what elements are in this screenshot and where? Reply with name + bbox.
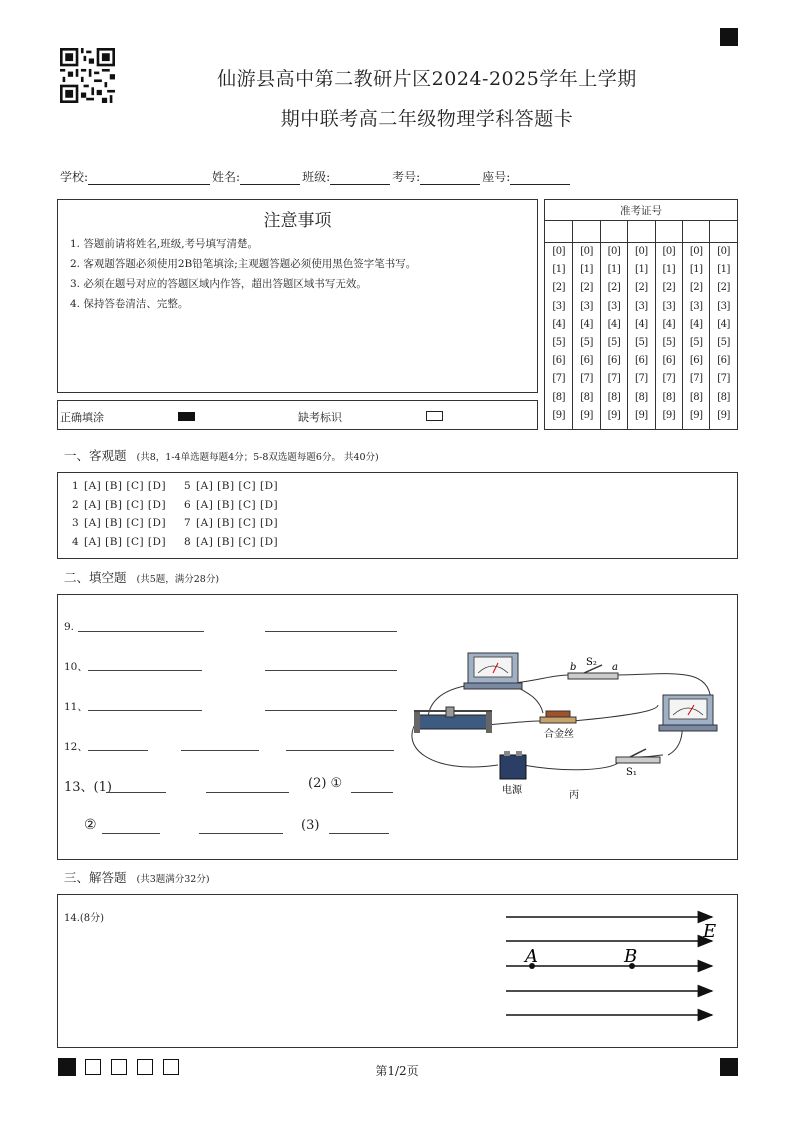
admission-bubble[interactable]: [4]: [552, 318, 566, 330]
answer-bubbles[interactable]: [A] [B] [C] [D]: [84, 535, 167, 548]
admission-bubble[interactable]: [4]: [662, 318, 676, 330]
q10-label: 10、: [64, 661, 88, 673]
answer-bubbles[interactable]: [A] [B] [C] [D]: [84, 480, 167, 492]
admission-bubble[interactable]: [6]: [689, 355, 703, 367]
section2-title: 二、填空题: [64, 570, 127, 585]
ammeter-icon: [659, 695, 717, 731]
class-field[interactable]: [330, 170, 390, 185]
notice-item: 1. 答题前请将姓名,班级,考号填写清楚。: [70, 238, 259, 250]
admission-bubble[interactable]: [9]: [607, 409, 621, 421]
correct-fill-label: 正确填涂: [60, 411, 104, 424]
admission-digit-write-cell[interactable]: [628, 220, 654, 243]
class-label: 班级:: [302, 170, 331, 184]
mc-row: [72, 517, 278, 529]
admission-column: [600, 220, 627, 429]
exam-no-label: 考号:: [392, 170, 421, 184]
notice-item: 4. 保持答卷清洁、完整。: [70, 298, 189, 310]
section3-note: (共3题满分32分): [136, 874, 210, 885]
q14-label: 14.(8分): [64, 913, 105, 924]
admission-digit-write-cell[interactable]: [710, 220, 736, 243]
q10-blank-2[interactable]: [265, 670, 397, 671]
admission-bubble[interactable]: [0]: [717, 246, 730, 257]
q13-2-label: (2) ①: [308, 776, 343, 791]
correct-fill-sample: [178, 412, 195, 421]
admission-bubble[interactable]: [6]: [635, 355, 648, 367]
absent-label: 缺考标识: [298, 411, 342, 424]
admission-column: [682, 220, 709, 429]
admission-digit-write-cell[interactable]: [656, 220, 682, 243]
admission-bubble[interactable]: [6]: [580, 355, 593, 367]
admission-bubble[interactable]: [3]: [580, 300, 593, 312]
seat-field[interactable]: [510, 170, 570, 185]
admission-bubble[interactable]: [9]: [635, 409, 648, 421]
admission-column: [572, 220, 599, 429]
q13-1-blank[interactable]: [106, 792, 166, 793]
answer-bubbles[interactable]: [A] [B] [C] [D]: [84, 517, 167, 529]
school-field[interactable]: [88, 170, 210, 185]
q13-3-blank[interactable]: [329, 833, 389, 834]
admission-bubble[interactable]: [6]: [662, 355, 676, 367]
admission-bubble[interactable]: [8]: [635, 391, 648, 403]
admission-bubble[interactable]: [8]: [607, 391, 621, 403]
q11-label: 11、: [64, 701, 88, 713]
admission-bubble[interactable]: [8]: [689, 391, 703, 403]
point-a-label: A: [525, 946, 538, 967]
section2-note: (共5题，满分28分): [136, 574, 220, 585]
admission-bubble[interactable]: [0]: [635, 246, 648, 257]
mc-row: [72, 536, 278, 548]
name-label: 姓名:: [212, 170, 241, 184]
objective-answer-box: [57, 472, 738, 559]
q14-answer-box[interactable]: [57, 894, 738, 1048]
admission-bubble[interactable]: [4]: [635, 318, 648, 330]
answer-bubbles[interactable]: [A] [B] [C] [D]: [84, 498, 167, 511]
mc-row: [72, 499, 278, 511]
admission-bubble[interactable]: [4]: [580, 318, 593, 330]
admission-digit-write-cell[interactable]: [683, 220, 709, 243]
admission-bubble[interactable]: [1]: [635, 264, 648, 276]
admission-grid: [545, 220, 737, 429]
admission-column: [655, 220, 682, 429]
section3-heading: [64, 868, 210, 886]
admission-bubble[interactable]: [3]: [635, 300, 648, 312]
admission-bubble[interactable]: [1]: [580, 264, 593, 276]
admission-bubble[interactable]: [7]: [717, 373, 730, 385]
q9-blank-1[interactable]: [78, 631, 204, 632]
admission-title: 准考证号: [620, 205, 662, 217]
q11-blank-2[interactable]: [265, 710, 397, 711]
answer-bubbles[interactable]: [A] [B] [C] [D]: [196, 498, 279, 511]
fill-legend-box: [57, 400, 538, 430]
question-number: 5: [184, 480, 191, 492]
q9-label: 9.: [64, 621, 75, 633]
admission-column: [627, 220, 654, 429]
admission-bubble[interactable]: [9]: [717, 409, 730, 421]
exam-title-line2: 期中联考高二年级物理学科答题卡: [280, 108, 574, 130]
admission-bubble[interactable]: [8]: [552, 391, 566, 403]
admission-bubble[interactable]: [5]: [717, 336, 730, 348]
admission-bubble[interactable]: [6]: [717, 355, 730, 367]
admission-bubble[interactable]: [8]: [717, 391, 730, 403]
question-number: 4: [72, 535, 79, 548]
q13-1-blank-2[interactable]: [206, 792, 289, 793]
corner-mark-top-right: [720, 28, 738, 46]
question-number: 7: [184, 517, 191, 529]
admission-bubble[interactable]: [5]: [635, 336, 648, 348]
notice-item: 3. 必须在题号对应的答题区域内作答，超出答题区域书写无效。: [70, 278, 367, 290]
admission-bubble[interactable]: [3]: [552, 300, 566, 312]
answer-bubbles[interactable]: [A] [B] [C] [D]: [196, 535, 279, 548]
admission-bubble[interactable]: [7]: [580, 373, 593, 385]
school-label: 学校:: [60, 170, 89, 184]
admission-bubble[interactable]: [4]: [689, 318, 703, 330]
label-s2: S₂: [586, 657, 597, 668]
admission-digit-write-cell[interactable]: [573, 220, 599, 243]
section2-heading: [64, 568, 219, 586]
admission-bubble[interactable]: [5]: [662, 336, 676, 348]
admission-bubble[interactable]: [2]: [689, 282, 703, 294]
q12-label: 12、: [64, 741, 88, 753]
q13-2b-label: ②: [84, 817, 97, 833]
admission-bubble[interactable]: [3]: [607, 300, 621, 312]
admission-bubble[interactable]: [9]: [662, 409, 676, 421]
admission-number-box: [544, 199, 738, 430]
name-field[interactable]: [240, 170, 300, 185]
answer-bubbles[interactable]: [A] [B] [C] [D]: [196, 480, 279, 492]
label-a: a: [612, 662, 618, 673]
absent-mark-box[interactable]: [426, 411, 443, 421]
question-number: 8: [184, 535, 191, 548]
admission-bubble[interactable]: [2]: [580, 282, 593, 294]
admission-column: [545, 220, 572, 429]
admission-digit-write-cell[interactable]: [545, 220, 572, 243]
admission-bubble[interactable]: [1]: [662, 264, 676, 276]
section1-note: (共8，1-4单选题每题4分；5-8双选题每题6分。 共40分): [136, 452, 379, 463]
q12-blank-3[interactable]: [286, 750, 394, 751]
admission-bubble[interactable]: [7]: [552, 373, 566, 385]
question-number: 3: [72, 517, 79, 529]
admission-bubble[interactable]: [5]: [689, 336, 703, 348]
admission-bubble[interactable]: [1]: [689, 264, 703, 276]
admission-bubble[interactable]: [2]: [662, 282, 676, 294]
admission-bubble[interactable]: [6]: [552, 355, 566, 367]
q12-blank-1[interactable]: [88, 750, 148, 751]
admission-bubble[interactable]: [5]: [580, 336, 593, 348]
admission-bubble[interactable]: [2]: [552, 282, 566, 294]
mc-row: [72, 480, 278, 492]
q13-label: 13、(1): [64, 780, 112, 795]
alloy-wire-icon: [540, 711, 576, 723]
admission-bubble[interactable]: [5]: [607, 336, 621, 348]
admission-bubble[interactable]: [4]: [717, 318, 730, 330]
electric-field-diagram: [498, 905, 728, 1025]
q13-2b-blank-2[interactable]: [199, 833, 283, 834]
admission-digit-write-cell[interactable]: [601, 220, 627, 243]
admission-bubble[interactable]: [1]: [552, 264, 566, 276]
label-b: b: [570, 662, 577, 673]
admission-bubble[interactable]: [0]: [552, 246, 566, 257]
section1-title: 一、客观题: [64, 448, 127, 463]
q10-blank-1[interactable]: [88, 670, 202, 671]
admission-bubble[interactable]: [1]: [717, 264, 730, 276]
notice-title: 注意事项: [263, 211, 332, 231]
admission-bubble[interactable]: [9]: [689, 409, 703, 421]
admission-bubble[interactable]: [7]: [662, 373, 676, 385]
admission-bubble[interactable]: [3]: [689, 300, 703, 312]
q9-blank-2[interactable]: [265, 631, 397, 632]
exam-no-field[interactable]: [420, 170, 480, 185]
q11-blank-1[interactable]: [88, 710, 202, 711]
admission-bubble[interactable]: [8]: [580, 391, 593, 403]
admission-bubble[interactable]: [0]: [689, 246, 703, 257]
admission-bubble[interactable]: [3]: [662, 300, 676, 312]
label-s1: S₁: [626, 767, 637, 778]
admission-bubble[interactable]: [0]: [580, 246, 593, 257]
admission-bubble[interactable]: [9]: [552, 409, 566, 421]
admission-column: [709, 220, 736, 429]
admission-bubble[interactable]: [7]: [635, 373, 648, 385]
answer-bubbles[interactable]: [A] [B] [C] [D]: [196, 517, 279, 529]
question-number: 6: [184, 498, 191, 511]
q12-blank-2[interactable]: [181, 750, 259, 751]
notice-item: 2. 客观题答题必须使用2B铅笔填涂;主观题答题必须使用黑色签字笔书写。: [70, 258, 417, 270]
admission-bubble[interactable]: [4]: [607, 318, 621, 330]
page-number: 第1/2页: [375, 1064, 419, 1078]
q13-2-blank[interactable]: [351, 792, 393, 793]
admission-bubble[interactable]: [2]: [635, 282, 648, 294]
q13-2b-blank[interactable]: [102, 833, 160, 834]
section1-heading: [64, 446, 379, 464]
exam-title-line1: 仙游县高中第二教研片区2024-2025学年上学期: [217, 68, 637, 90]
battery-icon: [500, 751, 526, 779]
admission-bubble[interactable]: [1]: [607, 264, 621, 276]
admission-bubble[interactable]: [7]: [607, 373, 621, 385]
admission-bubble[interactable]: [0]: [607, 246, 621, 257]
admission-bubble[interactable]: [9]: [580, 409, 593, 421]
admission-bubble[interactable]: [8]: [662, 391, 676, 403]
student-info-row: [60, 168, 572, 185]
admission-bubble[interactable]: [5]: [552, 336, 566, 348]
label-power: 电源: [502, 785, 522, 796]
rheostat-icon: [414, 707, 492, 733]
point-b-label: B: [624, 946, 638, 967]
admission-bubble[interactable]: [7]: [689, 373, 703, 385]
circuit-diagram: [408, 645, 728, 805]
admission-bubble[interactable]: [2]: [607, 282, 621, 294]
question-number: 1: [72, 480, 79, 492]
question-number: 2: [72, 498, 79, 511]
admission-bubble[interactable]: [2]: [717, 282, 730, 294]
q13-3-label: (3): [301, 818, 320, 833]
admission-bubble[interactable]: [6]: [607, 355, 621, 367]
seat-label: 座号:: [482, 170, 511, 184]
notice-box: [57, 199, 538, 393]
label-alloy-wire: 合金丝: [544, 729, 574, 740]
fill-in-answer-box: [57, 594, 738, 860]
admission-bubble[interactable]: [3]: [717, 300, 730, 312]
section3-title: 三、解答题: [64, 870, 127, 885]
admission-bubble[interactable]: [0]: [662, 246, 676, 257]
field-e-label: E: [703, 921, 717, 942]
voltmeter-icon: [464, 653, 522, 689]
figure-label: 丙: [569, 790, 579, 801]
